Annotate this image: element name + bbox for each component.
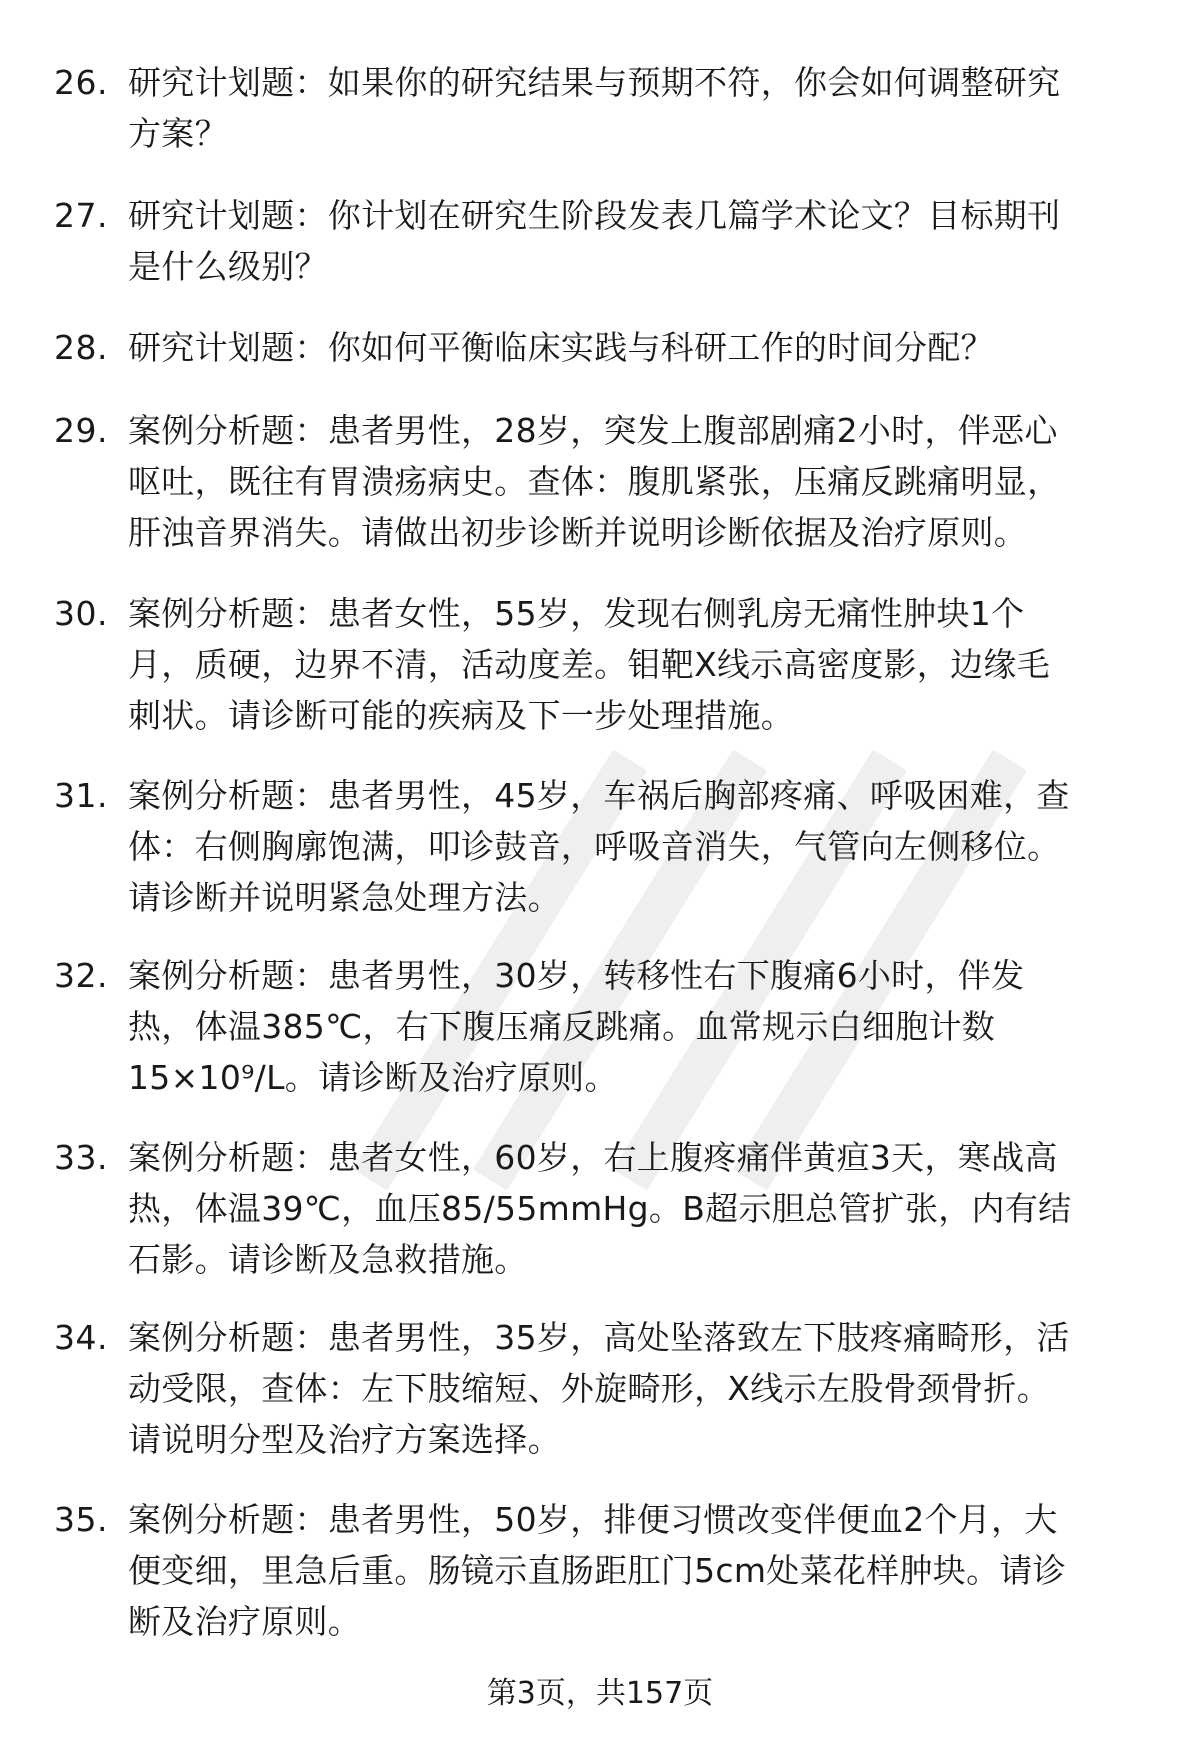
question-number: 26. [54,63,108,102]
question-line: 石影。请诊断及急救措施。 [128,1240,528,1279]
question-text [128,1312,1148,1465]
question-text [128,588,1148,741]
question-line: 案例分析题：患者女性，55岁，发现右侧乳房无痛性肿块1个 [128,594,1025,633]
question-line: 请诊断并说明紧急处理方法。 [128,878,561,917]
question-line: 方案？ [128,114,228,153]
question-line: 动受限，查体：左下肢缩短、外旋畸形，X线示左股骨颈骨折。 [128,1369,1051,1408]
question-text [128,322,1148,373]
question-text [128,770,1148,923]
question-line: 体：右侧胸廓饱满，叩诊鼓音，呼吸音消失，气管向左侧移位。 [128,827,1061,866]
question-number: 29. [54,411,108,450]
question-number: 27. [54,196,108,235]
question-line: 断及治疗原则。 [128,1602,362,1641]
question-line: 案例分析题：患者男性，50岁，排便习惯改变伴便血2个月，大 [128,1500,1058,1539]
question-text [128,1132,1148,1285]
question-line: 月，质硬，边界不清，活动度差。钼靶X线示高密度影，边缘毛 [128,645,1051,684]
page-footer [0,1672,1200,1716]
question-line: 热，体温385℃，右下腹压痛反跳痛。血常规示白细胞计数 [128,1007,996,1046]
question-number: 32. [54,956,108,995]
question-line: 案例分析题：患者男性，45岁，车祸后胸部疼痛、呼吸困难，查 [128,776,1070,815]
question-line: 案例分析题：患者男性，28岁，突发上腹部剧痛2小时，伴恶心 [128,411,1058,450]
question-line: 案例分析题：患者男性，30岁，转移性右下腹痛6小时，伴发 [128,956,1025,995]
question-number: 34. [54,1318,108,1357]
question-number: 30. [54,594,108,633]
question-line: 案例分析题：患者男性，35岁，高处坠落致左下肢疼痛畸形，活 [128,1318,1070,1357]
question-line: 研究计划题：你如何平衡临床实践与科研工作的时间分配？ [128,328,994,367]
question-text [128,190,1148,292]
question-line: 热，体温39℃，血压85/55mmHg。B超示胆总管扩张，内有结 [128,1189,1072,1228]
question-text [128,405,1148,558]
question-text [128,1494,1148,1647]
question-line: 刺状。请诊断可能的疾病及下一步处理措施。 [128,696,794,735]
question-line: 请说明分型及治疗方案选择。 [128,1420,561,1459]
question-text [128,57,1148,159]
question-line: 15×10⁹/L。请诊断及治疗原则。 [128,1058,618,1097]
question-line: 便变细，里急后重。肠镜示直肠距肛门5cm处菜花样肿块。请诊 [128,1551,1066,1590]
question-line: 是什么级别？ [128,247,328,286]
question-number: 31. [54,776,108,815]
question-line: 肝浊音界消失。请做出初步诊断并说明诊断依据及治疗原则。 [128,513,1028,552]
question-number: 28. [54,328,108,367]
question-number: 33. [54,1138,108,1177]
question-line: 案例分析题：患者女性，60岁，右上腹疼痛伴黄疸3天，寒战高 [128,1138,1058,1177]
question-line: 呕吐，既往有胃溃疡病史。查体：腹肌紧张，压痛反跳痛明显， [128,462,1061,501]
question-line: 研究计划题：你计划在研究生阶段发表几篇学术论文？目标期刊 [128,196,1061,235]
question-line: 研究计划题：如果你的研究结果与预期不符，你会如何调整研究 [128,63,1061,102]
question-number: 35. [54,1500,108,1539]
page-indicator: 第3页，共157页 [486,1676,714,1711]
question-text [128,950,1148,1103]
